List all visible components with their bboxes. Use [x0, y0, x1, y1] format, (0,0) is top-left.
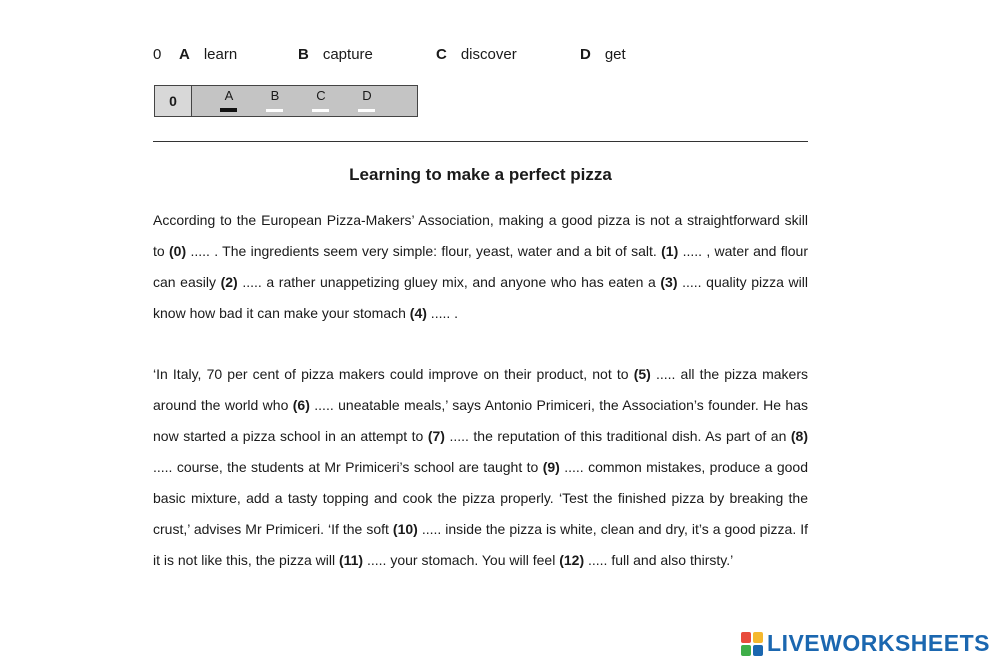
answer-mark-b: [266, 109, 283, 112]
option-d-word: get: [604, 46, 626, 63]
gap-number: (3): [660, 274, 678, 290]
paragraph-1: [153, 205, 808, 329]
answer-letter-a: A: [224, 88, 234, 103]
answer-box-number: 0: [155, 86, 192, 116]
paragraph-text: ..... , water and flour can easily: [153, 243, 808, 290]
example-answer-box: [154, 85, 418, 117]
answer-letter-d: D: [362, 88, 372, 103]
answer-mark-d: [358, 109, 375, 112]
paragraph-text: ..... common mistakes, produce a good basic mixture, add a tasty topping and cook the pizza properly. ‘Test the finished pizza by breaking the crust,’ advises Mr Primiceri. ‘If the soft: [153, 459, 808, 537]
paragraph-text: According to the European Pizza-Makers’ Association, making a good pizza is not a straightforward skill to: [153, 212, 808, 259]
gap-number: (12): [559, 552, 585, 568]
paragraph-text: ..... your stomach. You will feel: [363, 552, 560, 568]
paragraph-text: ..... a rather unappetizing gluey mix, and anyone who has eaten a: [237, 274, 661, 290]
gap-number: (6): [292, 397, 310, 413]
answer-mark-c: [312, 109, 329, 112]
option-c-word: discover: [460, 46, 517, 63]
example-number: 0: [153, 46, 162, 63]
option-a-letter: A: [179, 46, 190, 63]
gap-number: (4): [409, 305, 427, 321]
gap-number: (9): [542, 459, 560, 475]
paragraph-text: ..... the reputation of this traditional dish. As part of an: [444, 428, 791, 444]
option-b-word: capture: [322, 46, 373, 63]
paragraph-text: ..... course, the students at Mr Primiceri’s school are taught to: [153, 459, 543, 475]
answer-box-grid: [192, 86, 417, 116]
paragraph-text: ..... quality pizza will know how bad it can make your stomach: [153, 274, 808, 321]
option-a-word: learn: [203, 46, 238, 63]
option-c: [436, 46, 517, 63]
option-d-letter: D: [580, 46, 591, 63]
gap-number: (1): [661, 243, 679, 259]
paragraph-text: ..... inside the pizza is white, clean and dry, it’s a good pizza. If it is not like this, the pizza will: [153, 521, 809, 568]
paragraph-text: ..... . The ingredients seem very simple: flour, yeast, water and a bit of salt.: [186, 243, 662, 259]
answer-letter-b: B: [270, 88, 280, 103]
paragraph-text: ‘In Italy, 70 per cent of pizza makers could improve on their product, not to: [153, 366, 634, 382]
option-b-letter: B: [298, 46, 309, 63]
text-title: Learning to make a perfect pizza: [349, 165, 612, 184]
gap-number: (11): [338, 552, 364, 568]
liveworksheets-logo-icon: [741, 632, 763, 656]
option-c-letter: C: [436, 46, 447, 63]
gap-number: (10): [392, 521, 418, 537]
gap-number: (7): [427, 428, 445, 444]
paragraph-2: [153, 359, 808, 576]
section-divider: [153, 141, 808, 142]
paragraph-text: ..... full and also thirsty.’: [584, 552, 734, 568]
option-a: [179, 46, 237, 63]
answer-letter-c: C: [316, 88, 326, 103]
gap-number: (2): [220, 274, 238, 290]
liveworksheets-logo: [741, 630, 990, 657]
option-d: [580, 46, 626, 63]
option-b: [298, 46, 373, 63]
brand-name: LIVEWORKSHEETS: [767, 630, 990, 656]
gap-number: (0): [169, 243, 187, 259]
paragraph-text: ..... .: [426, 305, 459, 321]
paragraph-text: ..... all the pizza makers around the world who: [153, 366, 808, 413]
answer-mark-a: [220, 108, 237, 112]
gap-number: (8): [790, 428, 808, 444]
paragraph-text: ..... uneatable meals,’ says Antonio Primiceri, the Association’s founder. He has now started a pizza school in an attempt to: [153, 397, 808, 444]
gap-number: (5): [633, 366, 651, 382]
